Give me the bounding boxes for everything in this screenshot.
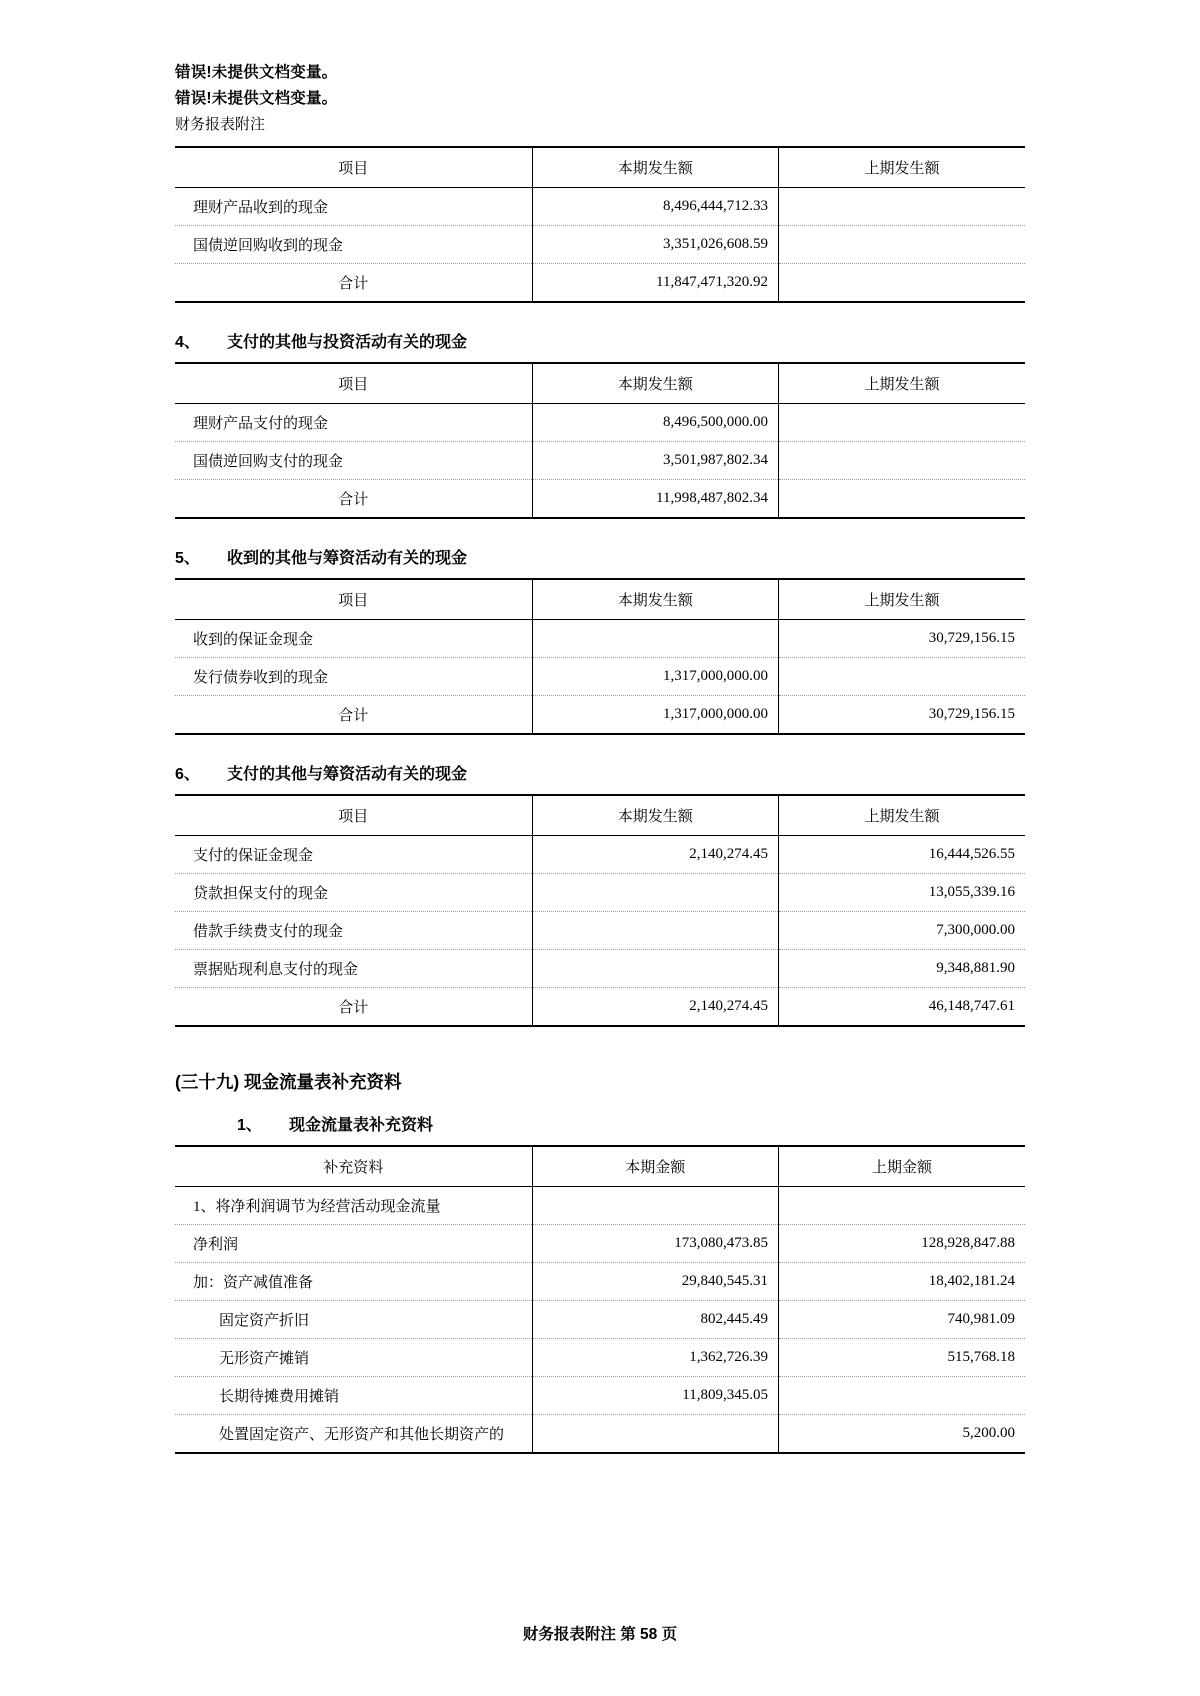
- column-header-current: 本期发生额: [532, 795, 779, 836]
- table-row: [175, 1301, 1025, 1339]
- table-total-row: [175, 696, 1025, 735]
- row-prior: [779, 264, 1026, 303]
- row-label: 合计: [175, 988, 532, 1027]
- table-row: [175, 226, 1025, 264]
- table-row: [175, 442, 1025, 480]
- row-current: 2,140,274.45: [532, 988, 779, 1027]
- section-6-title: [175, 761, 1025, 784]
- table-header-row: [175, 147, 1025, 188]
- row-current: 8,496,500,000.00: [532, 404, 779, 442]
- section-4-text: 支付的其他与投资活动有关的现金: [227, 334, 468, 351]
- table-row: [175, 188, 1025, 226]
- row-prior: 740,981.09: [779, 1301, 1026, 1339]
- column-header-prior: 上期发生额: [779, 363, 1026, 404]
- row-label: 合计: [175, 696, 532, 735]
- row-prior: 46,148,747.61: [779, 988, 1026, 1027]
- row-prior: 30,729,156.15: [779, 696, 1026, 735]
- row-current: 3,351,026,608.59: [532, 226, 779, 264]
- table-row: [175, 836, 1025, 874]
- row-label: 借款手续费支付的现金: [175, 912, 532, 950]
- table-financing-paid: [175, 794, 1025, 1027]
- row-current: [532, 1187, 779, 1225]
- row-label: 国债逆回购支付的现金: [175, 442, 532, 480]
- table-header-row: [175, 363, 1025, 404]
- row-current: [532, 874, 779, 912]
- header-line-2: 错误!未提供文档变量。: [175, 90, 338, 107]
- row-label: 国债逆回购收到的现金: [175, 226, 532, 264]
- column-header-current: 本期发生额: [532, 147, 779, 188]
- table-row: [175, 950, 1025, 988]
- row-current: 1,362,726.39: [532, 1339, 779, 1377]
- row-prior: [779, 1377, 1026, 1415]
- row-prior: 18,402,181.24: [779, 1263, 1026, 1301]
- row-label: 收到的保证金现金: [175, 620, 532, 658]
- row-label: 加：资产减值准备: [175, 1263, 532, 1301]
- row-prior: [779, 188, 1026, 226]
- row-current: 29,840,545.31: [532, 1263, 779, 1301]
- row-current: 3,501,987,802.34: [532, 442, 779, 480]
- row-label: 理财产品收到的现金: [175, 188, 532, 226]
- section-6-number: 6、: [175, 766, 200, 783]
- table-investing-paid: [175, 362, 1025, 519]
- row-label: 长期待摊费用摊销: [175, 1377, 532, 1415]
- column-header-current: 本期金额: [532, 1146, 779, 1187]
- table-header-row: [175, 579, 1025, 620]
- section-4-title: [175, 329, 1025, 352]
- table-row: [175, 1377, 1025, 1415]
- row-prior: [779, 226, 1026, 264]
- row-prior: [779, 1187, 1026, 1225]
- row-prior: [779, 442, 1026, 480]
- row-current: [532, 620, 779, 658]
- row-label: 理财产品支付的现金: [175, 404, 532, 442]
- table-row: [175, 1339, 1025, 1377]
- row-current: 8,496,444,712.33: [532, 188, 779, 226]
- row-current: 1,317,000,000.00: [532, 658, 779, 696]
- table-total-row: [175, 988, 1025, 1027]
- section-39-sub-text: 现金流量表补充资料: [289, 1117, 434, 1134]
- row-label: 无形资产摊销: [175, 1339, 532, 1377]
- row-prior: 515,768.18: [779, 1339, 1026, 1377]
- row-label: 合计: [175, 264, 532, 303]
- column-header-item: 项目: [175, 363, 532, 404]
- header-line-3: 财务报表附注: [175, 116, 266, 133]
- section-5-text: 收到的其他与筹资活动有关的现金: [227, 550, 468, 567]
- row-prior: 128,928,847.88: [779, 1225, 1026, 1263]
- row-label: 票据贴现利息支付的现金: [175, 950, 532, 988]
- table-row: [175, 874, 1025, 912]
- table-row: [175, 404, 1025, 442]
- document-header: [175, 60, 1025, 138]
- table-row: [175, 912, 1025, 950]
- column-header-prior: 上期金额: [779, 1146, 1026, 1187]
- table-row: [175, 1263, 1025, 1301]
- row-label: 贷款担保支付的现金: [175, 874, 532, 912]
- column-header-prior: 上期发生额: [779, 795, 1026, 836]
- row-prior: [779, 480, 1026, 519]
- table-total-row: [175, 264, 1025, 303]
- row-prior: 13,055,339.16: [779, 874, 1026, 912]
- section-39-title: (三十九) 现金流量表补充资料: [175, 1072, 402, 1092]
- row-current: 11,809,345.05: [532, 1377, 779, 1415]
- row-prior: 30,729,156.15: [779, 620, 1026, 658]
- table-investing-received: [175, 146, 1025, 303]
- table-row: [175, 658, 1025, 696]
- column-header-current: 本期发生额: [532, 579, 779, 620]
- column-header-current: 本期发生额: [532, 363, 779, 404]
- row-current: 173,080,473.85: [532, 1225, 779, 1263]
- table-total-row: [175, 480, 1025, 519]
- row-current: 1,317,000,000.00: [532, 696, 779, 735]
- section-5-number: 5、: [175, 550, 200, 567]
- row-current: 2,140,274.45: [532, 836, 779, 874]
- row-prior: 7,300,000.00: [779, 912, 1026, 950]
- row-current: [532, 912, 779, 950]
- row-current: [532, 1415, 779, 1454]
- row-prior: [779, 404, 1026, 442]
- row-prior: 9,348,881.90: [779, 950, 1026, 988]
- table-row: [175, 1225, 1025, 1263]
- header-line-1: 错误!未提供文档变量。: [175, 64, 338, 81]
- table-header-row: [175, 1146, 1025, 1187]
- row-prior: 5,200.00: [779, 1415, 1026, 1454]
- row-current: 11,847,471,320.92: [532, 264, 779, 303]
- row-label: 固定资产折旧: [175, 1301, 532, 1339]
- column-header-prior: 上期发生额: [779, 579, 1026, 620]
- section-39-sub-title: [175, 1112, 1025, 1135]
- row-label: 处置固定资产、无形资产和其他长期资产的: [175, 1415, 532, 1454]
- table-cashflow-supplement: [175, 1145, 1025, 1454]
- row-prior: [779, 658, 1026, 696]
- table-row: [175, 1187, 1025, 1225]
- row-label: 净利润: [175, 1225, 532, 1263]
- section-5-title: [175, 545, 1025, 568]
- column-header-prior: 上期发生额: [779, 147, 1026, 188]
- row-label: 合计: [175, 480, 532, 519]
- table-financing-received: [175, 578, 1025, 735]
- table-header-row: [175, 795, 1025, 836]
- column-header-item: 项目: [175, 579, 532, 620]
- section-6-text: 支付的其他与筹资活动有关的现金: [227, 766, 468, 783]
- row-label: 1、将净利润调节为经营活动现金流量: [175, 1187, 532, 1225]
- column-header-item: 项目: [175, 795, 532, 836]
- section-39-sub-number: 1、: [237, 1117, 262, 1134]
- row-label: 发行债券收到的现金: [175, 658, 532, 696]
- page-footer: 财务报表附注 第 58 页: [522, 1626, 678, 1643]
- row-prior: 16,444,526.55: [779, 836, 1026, 874]
- row-current: [532, 950, 779, 988]
- row-label: 支付的保证金现金: [175, 836, 532, 874]
- column-header-item: 项目: [175, 147, 532, 188]
- column-header-item: 补充资料: [175, 1146, 532, 1187]
- row-current: 11,998,487,802.34: [532, 480, 779, 519]
- table-row: [175, 1415, 1025, 1454]
- row-current: 802,445.49: [532, 1301, 779, 1339]
- table-row: [175, 620, 1025, 658]
- section-4-number: 4、: [175, 334, 200, 351]
